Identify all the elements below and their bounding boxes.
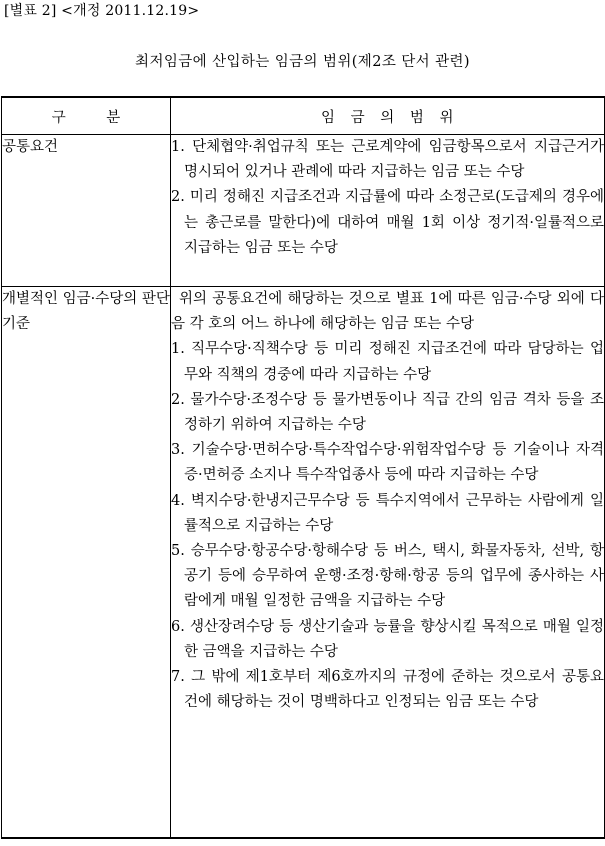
list-item: 4. 벽지수당·한냉지근무수당 등 특수지역에서 근무하는 사람에게 일률적으로 지급하는 수당 [171, 492, 604, 534]
common-requirements-content [171, 135, 605, 287]
header-wage-scope: 임 금 의 범 위 [171, 97, 605, 135]
table-row [2, 135, 605, 287]
list-item: 5. 승무수당·항공수당·항해수당 등 버스, 택시, 화물자동차, 선박, 항공기 등에 승무하여 운행·조정·항해·항공 등의 업무에 종사하는 사람에게 매월 일정한 금액을 지급하는 수당 [171, 543, 604, 610]
header-category: 구 분 [2, 97, 171, 135]
list-item: 7. 그 밖에 제1호부터 제6호까지의 규정에 준하는 것으로서 공통요건에 해당하는 것이 명백하다고 인정되는 임금 또는 수당 [171, 669, 604, 711]
list-item: 6. 생산장려수당 등 생산기술과 능률을 향상시킬 목적으로 매월 일정한 금액을 지급하는 수당 [171, 618, 604, 660]
criteria-intro: 위의 공통요건에 해당하는 것으로 별표 1에 따른 임금·수당 외에 다음 각 호의 어느 하나에 해당하는 임금 또는 수당 [171, 291, 604, 333]
list-item: 1. 단체협약·취업규칙 또는 근로계약에 임금항목으로서 지급근거가 명시되어 있거나 관례에 따라 지급하는 임금 또는 수당 [171, 139, 604, 181]
list-item: 1. 직무수당·직책수당 등 미리 정해진 지급조건에 따라 담당하는 업무와 직책의 경중에 따라 지급하는 수당 [171, 341, 604, 383]
category-common-requirements: 공통요건 [2, 135, 171, 287]
list-item: 3. 기술수당·면허수당·특수작업수당·위험작업수당 등 기술이나 자격증·면허증 소지나 특수작업종사 등에 따라 지급하는 수당 [171, 442, 604, 484]
table-header-row [2, 97, 605, 135]
individual-criteria-content [171, 287, 605, 839]
annex-header-note: [별표 2] <개정 2011.12.19> [4, 3, 200, 19]
document-title: 최저임금에 산입하는 임금의 범위(제2조 단서 관련) [135, 54, 470, 70]
list-item: 2. 물가수당·조정수당 등 물가변동이나 직급 간의 임금 격차 등을 조정하기 위하여 지급하는 수당 [171, 391, 604, 434]
wage-scope-table [1, 96, 605, 839]
table-row [2, 287, 605, 839]
list-item: 2. 미리 정해진 지급조건과 지급률에 따라 소정근로(도급제의 경우에는 총근로를 말한다)에 대하여 매월 1회 이상 정기적·일률적으로 지급하는 임금 또는 수당 [171, 189, 604, 256]
category-individual-criteria: 개별적인 임금·수당의 판단기준 [2, 287, 171, 839]
